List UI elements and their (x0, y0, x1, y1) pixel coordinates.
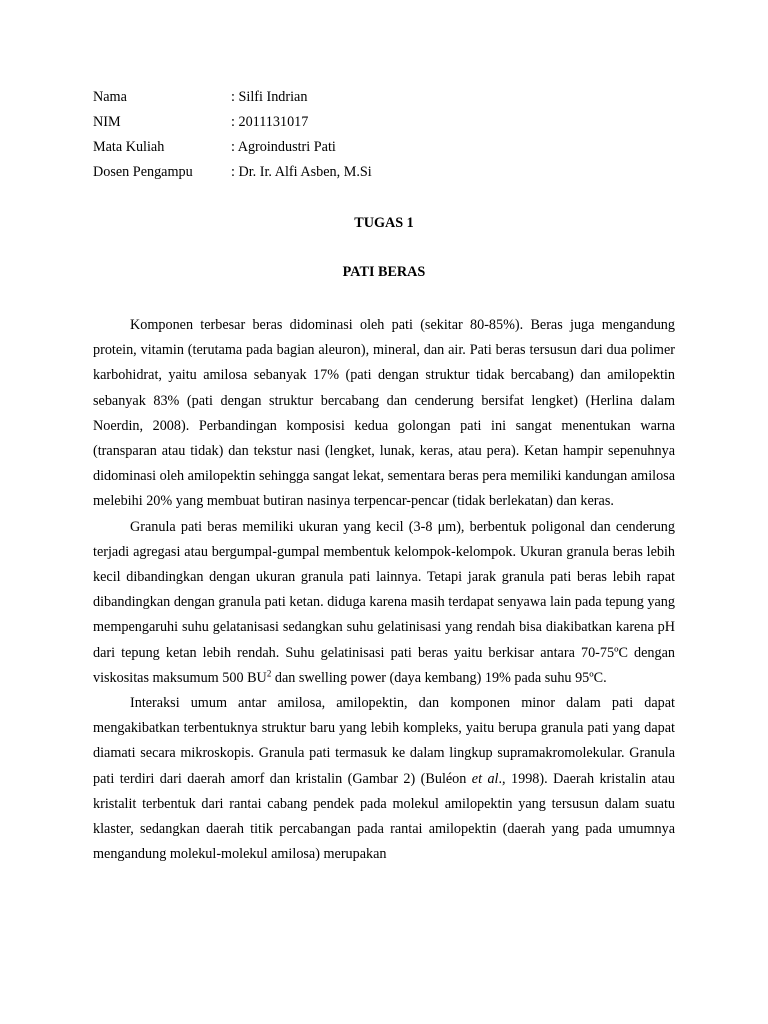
paragraph-3-text-b: ., 1998). Daerah kristalin atau kristalit terbentuk dari rantai cabang pendek pada molekul amilopektin yang tersusun dalam suatu klaster, sedangkan daerah titik percabangan pada rantai amilopektin (daerah yang pada umumnya mengandung molekul-molekul amilosa) merupakan (93, 770, 675, 863)
info-row-lecturer (93, 162, 372, 187)
info-value: : 2011131017 (231, 114, 309, 130)
info-row-name (93, 87, 372, 112)
info-label: Mata Kuliah (93, 139, 165, 155)
paragraph-3 (93, 691, 675, 867)
topic-title: PATI BERAS (342, 264, 426, 280)
info-value: : Silfi Indrian (231, 89, 308, 105)
paragraph-3-text-a: Interaksi umum antar amilosa, amilopektin, dan komponen minor dalam pati dapat mengakibatkan terbentuknya struktur baru yang lebih kompleks, yaitu berupa granula pati yang dapat diamati secara mikroskopis. Granula pati termasuk ke dalam lingkup supramakromolekular. Granula pati terdiri dari daerah amorf dan kristalin (Gambar 2) (Buléon (93, 695, 675, 787)
assignment-title: TUGAS 1 (354, 215, 414, 231)
info-value: : Agroindustri Pati (231, 139, 336, 155)
superscript: 2 (266, 668, 272, 679)
body-text (93, 313, 675, 867)
info-label: NIM (93, 114, 121, 130)
info-label: Dosen Pengampu (93, 164, 193, 180)
paragraph-1: Komponen terbesar beras didominasi oleh pati (sekitar 80-85%). Beras juga mengandung protein, vitamin (terutama pada bagian aleuron), mineral, dan air. Pati beras tersusun dari dua polimer karbohidrat, yaitu amilosa sebanyak 17% (pati dengan struktur tidak bercabang) dan amilopektin sebanyak 83% (pati dengan struktur bercabang dan cenderung bersifat lengket) (Herlina dalam Noerdin, 2008). Perbandingan komposisi kedua golongan pati ini sangat menentukan warna (transparan atau tidak) dan tekstur nasi (lengket, lunak, keras, atau pera). Ketan hampir sepenuhnya didominasi oleh amilopektin sehingga sangat lekat, sementara beras pera memiliki kandungan amilosa melebihi 20% yang membuat butiran nasinya terpencar-pencar (tidak berlekatan) dan keras. (93, 317, 675, 510)
info-label: Nama (93, 89, 127, 105)
paragraph-2 (93, 515, 675, 691)
paragraph-2-text-a: Granula pati beras memiliki ukuran yang kecil (3-8 μm), berbentuk poligonal dan cenderung terjadi agregasi atau bergumpal-gumpal membentuk kelompok-kelompok. Ukuran granula beras lebih kecil dibandingkan dengan ukuran granula pati lainnya. Tetapi jarak granula pati beras lebih rapat dibandingkan dengan granula pati ketan. diduga karena masih terdapat senyawa lain pada tepung yang mempengaruhi suhu gelatanisasi sedangkan suhu gelatinisasi yang rendah bisa diakibatkan karena pH dari tepung ketan lebih rendah. Suhu gelatinisasi pati beras yaitu berkisar antara 70-75ºC dengan viskositas maksumum 500 BU (93, 518, 675, 686)
student-info-block (93, 87, 372, 187)
info-value: : Dr. Ir. Alfi Asben, M.Si (231, 164, 372, 180)
info-row-course (93, 137, 372, 162)
info-row-nim (93, 112, 372, 137)
citation-et-al: et al (471, 770, 499, 787)
paragraph-2-text-b: dan swelling power (daya kembang) 19% pada suhu 95ºC. (271, 669, 607, 686)
